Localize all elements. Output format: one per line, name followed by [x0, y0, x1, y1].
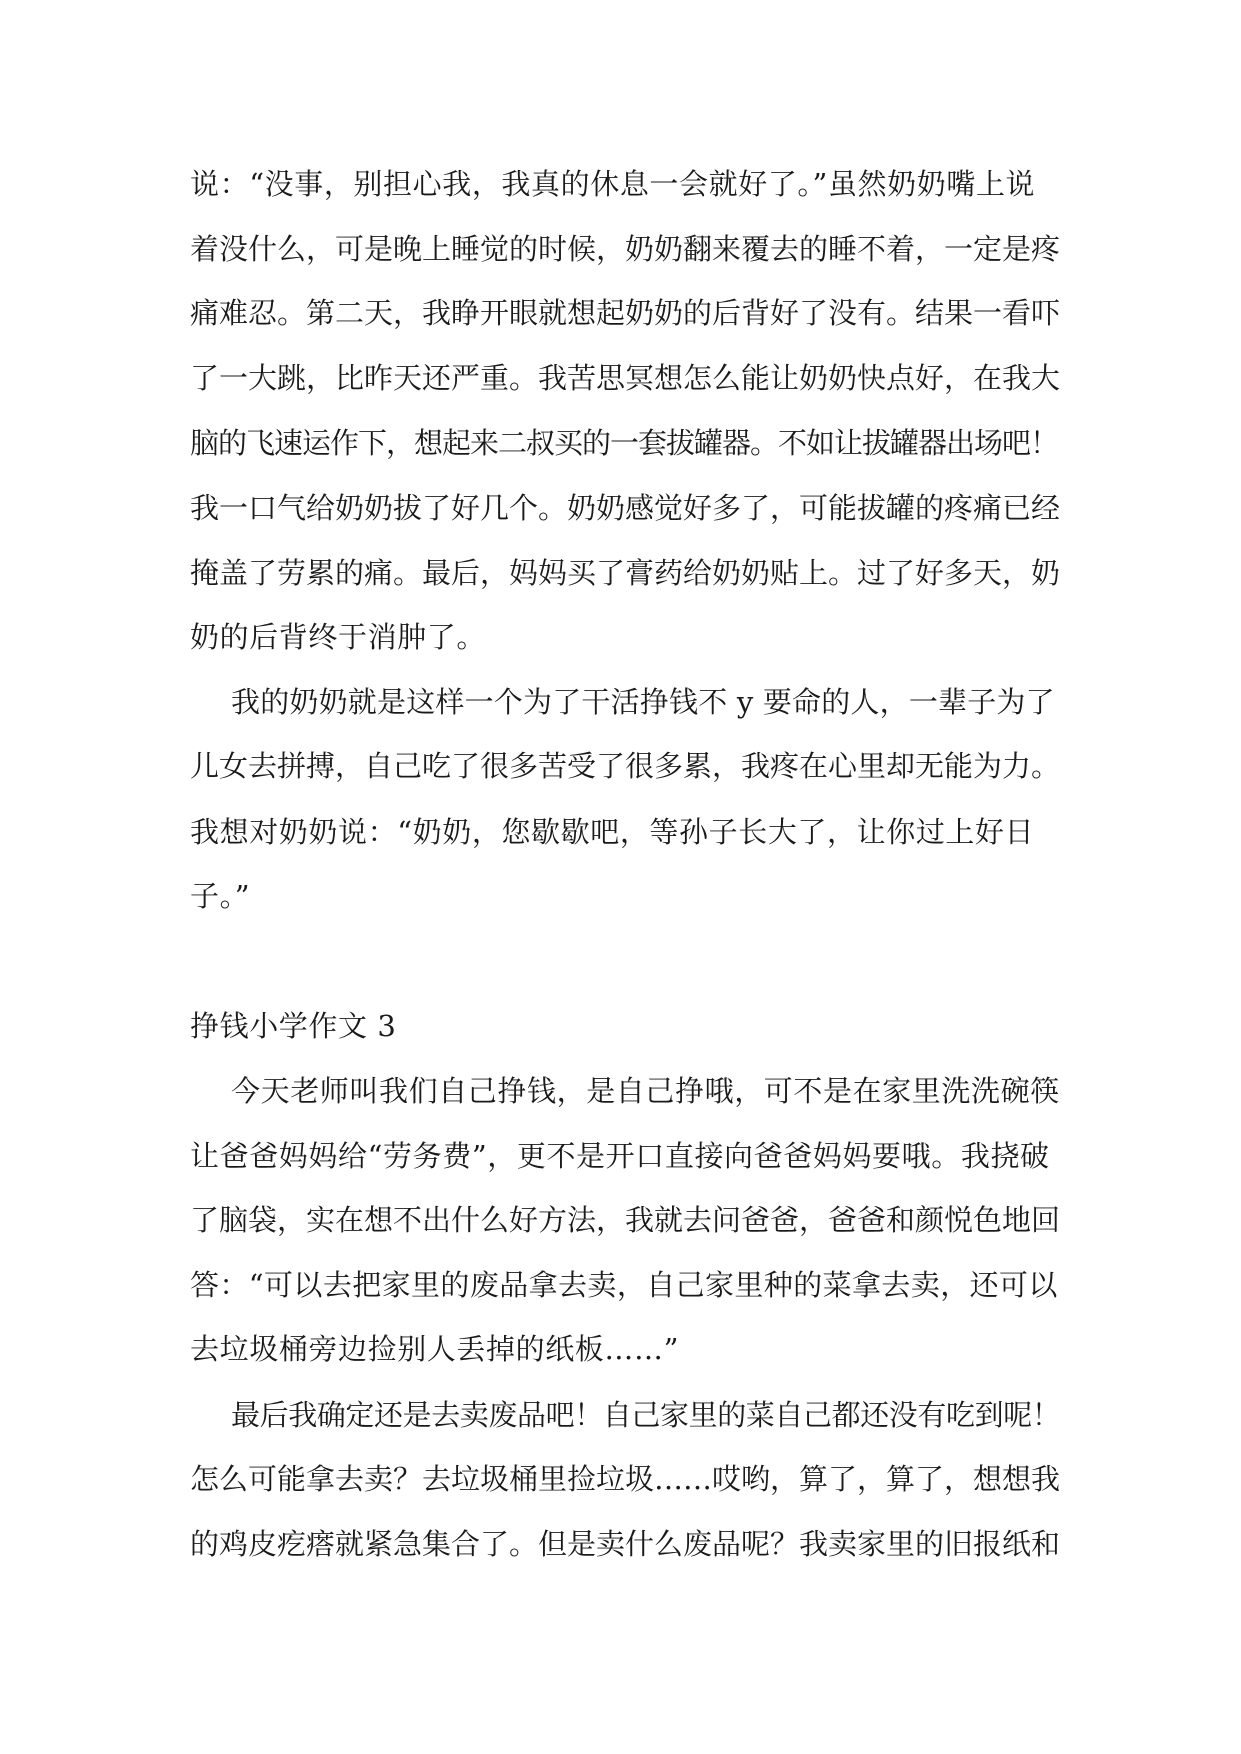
section-heading: 挣钱小学作文 3	[190, 1009, 397, 1043]
text-line: 着没什么，可是晚上睡觉的时候，奶奶翻来覆去的睡不着，一定是疼	[190, 232, 1061, 266]
text-line: 我想对奶奶说：“奶奶，您歇歇吧，等孙子长大了，让你过上好日	[190, 815, 1035, 849]
text-line: 脑的飞速运作下，想起来二叔买的一套拔罐器。不如让拔罐器出场吧！	[190, 426, 1059, 460]
text-line: 儿女去拼搏，自己吃了很多苦受了很多累，我疼在心里却无能为力。	[190, 749, 1061, 783]
text-line: 子。”	[190, 879, 251, 913]
text-line: 奶的后背终于消肿了。	[190, 620, 487, 654]
text-line: 痛难忍。第二天，我睁开眼就想起奶奶的后背好了没有。结果一看吓	[190, 296, 1061, 330]
text-line: 掩盖了劳累的痛。最后，妈妈买了膏药给奶奶贴上。过了好多天，奶	[190, 556, 1061, 590]
text-line: 去垃圾桶旁边捡别人丢掉的纸板……”	[190, 1332, 680, 1366]
text-line: 了一大跳，比昨天还严重。我苦思冥想怎么能让奶奶快点好，在我大	[190, 361, 1061, 395]
text-line: 说：“没事，别担心我，我真的休息一会就好了。”虽然奶奶嘴上说	[190, 167, 1036, 201]
text-line: 我的奶奶就是这样一个为了干活挣钱不 y 要命的人，一辈子为了	[231, 685, 1055, 719]
text-line: 今天老师叫我们自己挣钱，是自己挣哦，可不是在家里洗洗碗筷	[231, 1074, 1060, 1108]
text-line: 怎么可能拿去卖？去垃圾桶里捡垃圾……哎哟，算了，算了，想想我	[190, 1462, 1061, 1496]
text-line: 让爸爸妈妈给“劳务费”，更不是开口直接向爸爸妈妈要哦。我挠破	[190, 1139, 1050, 1173]
text-line: 了脑袋，实在想不出什么好方法，我就去问爸爸，爸爸和颜悦色地回	[190, 1203, 1061, 1237]
text-line: 答：“可以去把家里的废品拿去卖，自己家里种的菜拿去卖，还可以	[190, 1268, 1058, 1302]
text-line: 最后我确定还是去卖废品吧！自己家里的菜自己都还没有吃到呢！	[231, 1398, 1061, 1432]
text-line: 的鸡皮疙瘩就紧急集合了。但是卖什么废品呢？我卖家里的旧报纸和	[190, 1527, 1061, 1561]
text-line: 我一口气给奶奶拔了好几个。奶奶感觉好多了，可能拔罐的疼痛已经	[190, 491, 1061, 525]
